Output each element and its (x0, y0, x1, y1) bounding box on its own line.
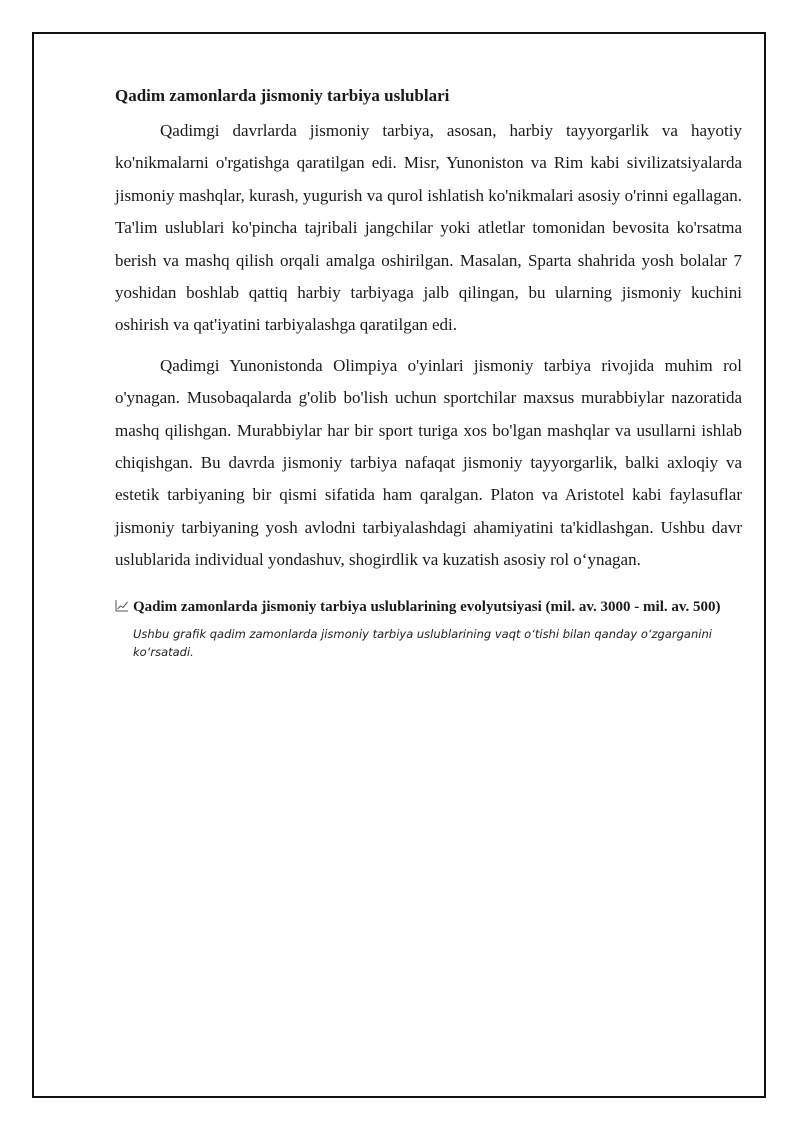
chart-increasing-icon (115, 599, 129, 612)
body-paragraph: Qadimgi davrlarda jismoniy tarbiya, asosan, harbiy tayyorgarlik va hayotiy ko'nikmalarni o'rgatishga qaratilgan edi. Misr, Yunoniston va Rim kabi sivilizatsiyalarda jismoniy mashqlar, kurash, yugurish va qurol ishlatish ko'nikmalari asosiy o'rinni egallagan. Ta'lim uslublari ko'pincha tajribali jangchilar yoki atletlar tomonidan bevosita ko'rsatma berish va mashq qilish orqali amalga oshirilgan. Masalan, Sparta shahrida yosh bolalar 7 yoshidan boshlab qattiq harbiy tarbiyaga jalb qilingan, bu ularning jismoniy kuchini oshirish va qat'iyatini tarbiyalashga qaratilgan edi. (115, 121, 742, 335)
body-paragraph: Qadimgi Yunonistonda Olimpiya o'yinlari jismoniy tarbiya rivojida muhim rol o'ynagan. Musobaqalarda g'olib bo'lish uchun sportchilar maxsus murabbiylar nazoratida mashq qilishgan. Murabbiylar har bir sport turiga xos bo'lgan mashqlar va usullarni ishlab chiqishgan. Bu davrda jismoniy tarbiya nafaqat jismoniy tayyorgarlik, balki axloqiy va estetik tarbiyaning bir qismi sifatida ham qaralgan. Platon va Aristotel kabi faylasuflar jismoniy tarbiyaning yosh avlodni tarbiyalashdagi ahamiyatini ta'kidlashgan. Ushbu davr uslublarida individual yondashuv, shogirdlik va kuzatish asosiy rol o‘ynagan. (115, 355, 742, 570)
figure-title (115, 597, 742, 618)
figure-caption: Ushbu grafik qadim zamonlarda jismoniy tarbiya uslublarining vaqt o‘tishi bilan qanday o‘zgarganini ko‘rsatadi. (133, 626, 712, 659)
section-heading: Qadim zamonlarda jismoniy tarbiya uslublari (115, 86, 450, 105)
figure-title-text: Qadim zamonlarda jismoniy tarbiya uslublarining evolyutsiyasi (mil. av. 3000 - mil. av. 500) (133, 598, 721, 615)
document-body (115, 84, 742, 661)
